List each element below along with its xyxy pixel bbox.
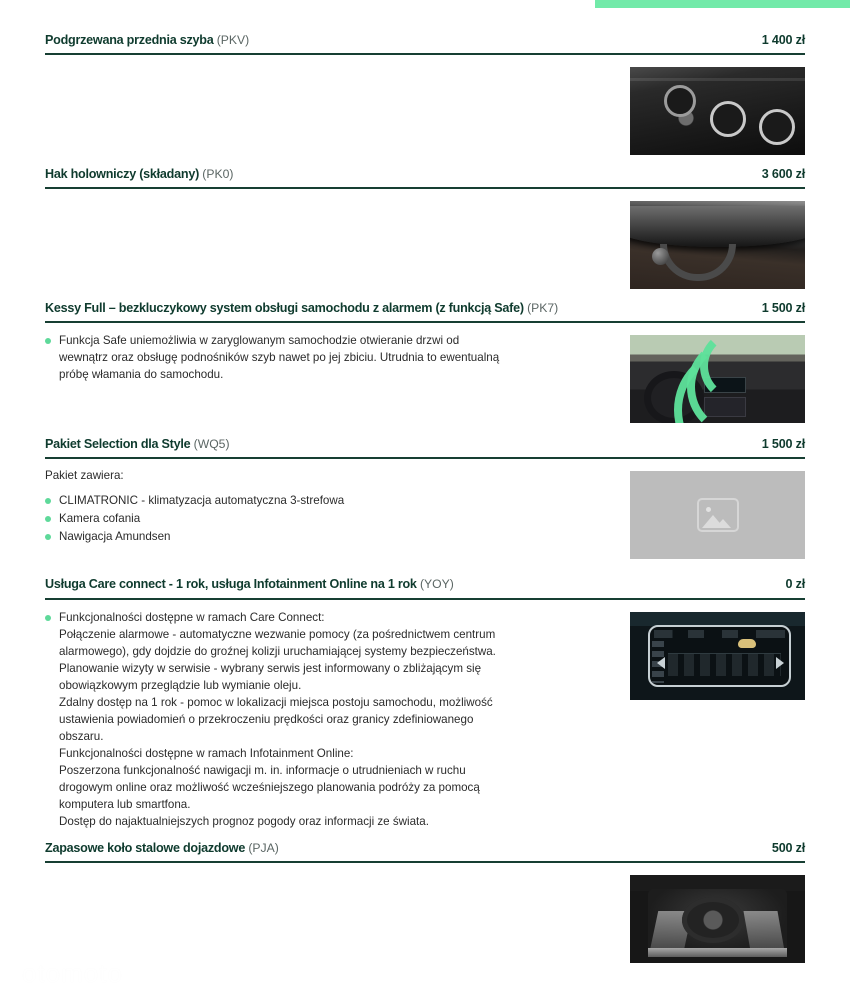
- option-bullet-list: [45, 332, 590, 383]
- option-thumbnail-wrap: [630, 323, 805, 423]
- cloud-icon: [738, 639, 756, 648]
- option-row: [45, 33, 805, 155]
- bullet-line: próbę włamania do samochodu.: [59, 368, 224, 382]
- option-title-text: Usługa Care connect - 1 rok, usługa Infotainment Online na 1 rok: [45, 577, 417, 592]
- bullet-line: obszaru.: [59, 729, 104, 743]
- bullet-line: Funkcjonalności dostępne w ramach Care Connect:: [59, 610, 325, 624]
- dial-icon: [664, 85, 696, 117]
- climate-control-photo: [630, 67, 805, 155]
- bullet-line: Zdalny dostęp na 1 rok - pomoc w lokalizacji miejsca postoju samochodu, możliwość: [59, 695, 493, 709]
- bullet-line: komputera lub smartfona.: [59, 797, 191, 811]
- option-title: [45, 301, 558, 316]
- option-price: 3 600 zł: [761, 167, 805, 182]
- option-price: 500 zł: [771, 840, 805, 855]
- option-thumbnail-wrap: [630, 55, 805, 155]
- bullet-dot-icon: [45, 498, 51, 504]
- bullet-line: obowiązkowym przeglądzie lub wymianie oleju.: [59, 678, 302, 692]
- option-bullet-list: [45, 609, 590, 830]
- option-bullet-list: [45, 492, 590, 545]
- watermark: otomoto: [22, 958, 123, 988]
- option-title-text: Hak holowniczy (składany): [45, 167, 200, 182]
- option-body: [45, 55, 805, 155]
- option-row: [45, 841, 805, 963]
- option-title-text: Podgrzewana przednia szyba: [45, 33, 214, 47]
- list-item: [45, 528, 590, 545]
- dial-icon: [759, 109, 795, 145]
- option-title-text: Zapasowe koło stalowe dojazdowe: [45, 840, 246, 855]
- option-header: [45, 841, 805, 861]
- option-body: [45, 189, 805, 289]
- sun-shape: [706, 507, 711, 512]
- option-code: (PK0): [202, 167, 234, 182]
- option-title: [45, 167, 233, 182]
- bullet-line: Połączenie alarmowe - automatyczne wezwanie pomocy (za pośrednictwem centrum: [59, 627, 496, 641]
- option-text: [45, 55, 606, 64]
- bullet-dot-icon: [45, 534, 51, 540]
- option-row: [45, 577, 805, 831]
- image-placeholder-icon: [697, 498, 739, 532]
- option-title: [45, 33, 249, 48]
- option-price: 1 400 zł: [761, 33, 805, 47]
- boot-sill-shape: [743, 911, 784, 951]
- bullet-line: wewnątrz oraz obsługę podnośników szyb nawet po jej zbiciu. Utrudnia to ewentualną: [59, 351, 500, 365]
- option-row: [45, 301, 805, 423]
- keyless-interior-photo: [630, 335, 805, 423]
- list-item: [45, 492, 590, 509]
- option-price: 1 500 zł: [761, 301, 805, 316]
- option-thumbnail-wrap: [630, 600, 805, 700]
- option-price: 0 zł: [785, 577, 805, 592]
- dial-icon: [710, 101, 746, 137]
- bullet-line: Nawigacja Amundsen: [59, 529, 171, 543]
- bullet-line: alarmowego), gdy dojdzie do groźnej kolizji uruchamiającej systemy bezpieczeństwa.: [59, 644, 496, 658]
- option-title: [45, 841, 279, 856]
- option-title: [45, 577, 454, 592]
- option-code: (PKV): [216, 33, 250, 47]
- option-text: [45, 600, 606, 831]
- option-row: [45, 437, 805, 559]
- infotainment-screen-photo: [630, 612, 805, 700]
- chevron-right-icon: [776, 657, 784, 669]
- option-header: [45, 577, 805, 597]
- bullet-dot-icon: [45, 516, 51, 522]
- bullet-line: Funkcja Safe uniemożliwia w zaryglowanym samochodzie otwieranie drzwi od: [59, 334, 460, 348]
- bullet-line: Poszerzona funkcjonalność nawigacji m. in. informacje o utrudnieniach w ruchu: [59, 763, 466, 777]
- option-text: [45, 863, 606, 872]
- option-row: [45, 167, 805, 289]
- option-thumbnail-wrap: [630, 189, 805, 289]
- option-code: (YOY): [419, 577, 454, 592]
- option-title: [45, 437, 230, 452]
- screen-topbar: [654, 630, 785, 638]
- bullet-line: ustawienia powiadomień o przekroczeniu prędkości oraz granicy zdefiniowanego: [59, 712, 474, 726]
- option-header: [45, 301, 805, 321]
- screen-bezel-shape: [648, 625, 791, 687]
- chevron-left-icon: [657, 657, 665, 669]
- option-body: [45, 459, 805, 559]
- spare-wheel-photo: [630, 875, 805, 963]
- screen-content-row: [668, 653, 781, 676]
- option-header: [45, 167, 805, 187]
- list-item: [45, 609, 590, 830]
- image-placeholder: [630, 471, 805, 559]
- spare-tire-shape: [682, 897, 744, 943]
- bullet-dot-icon: [45, 615, 51, 621]
- option-title-text: Pakiet Selection dla Style: [45, 437, 191, 452]
- option-thumbnail-wrap: [630, 863, 805, 963]
- option-text: [45, 323, 606, 384]
- package-intro: Pakiet zawiera:: [45, 469, 124, 483]
- option-header: [45, 33, 805, 53]
- mountain-shape: [715, 519, 731, 528]
- tow-hook-photo: [630, 201, 805, 289]
- bullet-text: [59, 609, 590, 830]
- bullet-line: drogowym online oraz możliwość wcześniejszego planowania podróży za pomocą: [59, 780, 480, 794]
- bullet-line: Funkcjonalności dostępne w ramach Infotainment Online:: [59, 746, 354, 760]
- bullet-text: [59, 510, 590, 527]
- bullet-text: [59, 528, 590, 545]
- option-code: (PJA): [248, 840, 279, 855]
- boot-trim-strip: [648, 948, 787, 957]
- option-code: (WQ5): [193, 437, 230, 452]
- option-text: [45, 189, 606, 198]
- bullet-dot-icon: [45, 338, 51, 344]
- bullet-line: Dostęp do najaktualniejszych prognoz pogody oraz informacji ze świata.: [59, 814, 429, 828]
- option-body: [45, 863, 805, 963]
- option-text: [45, 459, 606, 546]
- bullet-line: Kamera cofania: [59, 511, 141, 525]
- option-thumbnail-wrap: [630, 459, 805, 559]
- option-price: 1 500 zł: [761, 437, 805, 452]
- option-body: [45, 323, 805, 423]
- option-title-text: Kessy Full – bezkluczykowy system obsługi samochodu z alarmem (z funkcją Safe): [45, 301, 524, 316]
- bullet-text: [59, 492, 590, 509]
- hook-shape: [660, 244, 736, 281]
- bullet-line: CLIMATRONIC - klimatyzacja automatyczna 3-strefowa: [59, 493, 345, 507]
- signal-wave-icon: [674, 347, 800, 423]
- bullet-text: [59, 332, 590, 383]
- option-code: (PK7): [527, 301, 559, 316]
- list-item: [45, 332, 590, 383]
- bullet-line: Planowanie wizyty w serwisie - wybrany serwis jest informowany o zbliżającym się: [59, 661, 482, 675]
- option-header: [45, 437, 805, 457]
- list-item: [45, 510, 590, 527]
- option-body: [45, 600, 805, 831]
